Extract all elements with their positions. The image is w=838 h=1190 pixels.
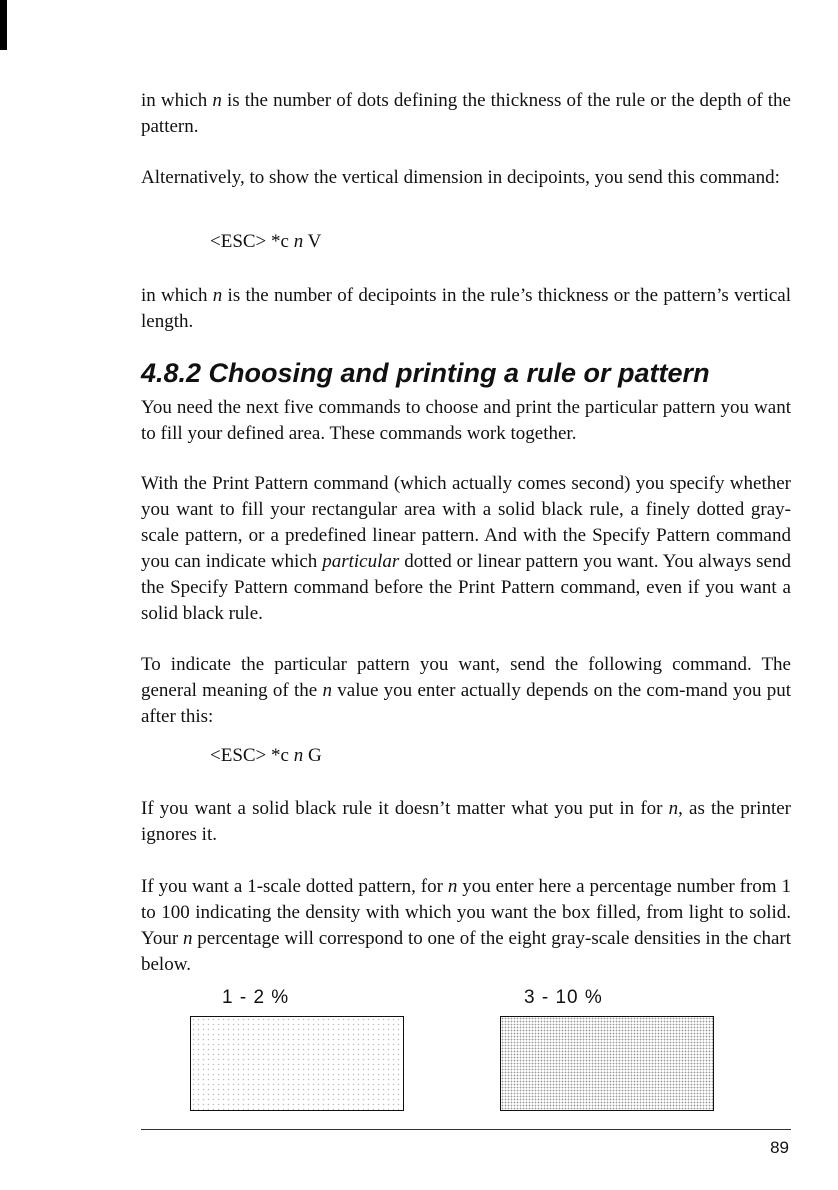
emphasis-particular: particular [322, 551, 400, 572]
text-run: in which [141, 90, 213, 111]
text-run: you enter here a percentage number from 1 to 100 indicating the density with which you want the box filled, from light to solid. Your [141, 876, 791, 949]
text-run: With the Print Pattern command (which actually comes second) you specify whether you want to fill your rectangular area with a solid black rule, a finely dotted gray-scale pattern, or a predefined linear pattern. And with the Specify Pattern command you can indicate which [141, 473, 791, 572]
text-run: value you enter actually depends on the com-mand you put after this: [141, 680, 791, 727]
variable-n: n [182, 928, 193, 949]
variable-n: n [293, 231, 304, 252]
text-run: is the number of decipoints in the rule’s thickness or the pattern’s vertical length. [141, 285, 791, 332]
variable-n: n [668, 798, 679, 819]
variable-n: n [212, 90, 222, 111]
paragraph-five-commands: You need the next five commands to choose and print the particular pattern you want to fill your defined area. These commands work together. [141, 397, 791, 444]
command-esc-c-n-v [210, 229, 321, 255]
gray-scale-sample-3-10-percent [500, 1016, 714, 1111]
page-edge-mark [0, 0, 7, 50]
gray-scale-sample-1-2-percent [190, 1016, 404, 1111]
text-run: , as the printer ignores it. [141, 798, 792, 845]
footer-rule [141, 1129, 791, 1130]
command-text: V [303, 231, 322, 252]
command-esc-c-n-g [210, 743, 322, 769]
text-run: If you want a 1-scale dotted pattern, for [141, 876, 448, 897]
sample-label-1-2-percent: 1 - 2 % [222, 987, 290, 1008]
text-run: If you want a solid black rule it doesn’t matter what you put in for [141, 798, 669, 819]
text-run: dotted or linear pattern you want. You always send the Specify Pattern command before the Print Pattern command, even if you want a solid black rule. [141, 551, 791, 624]
paragraph-dots-definition [141, 88, 791, 140]
section-heading: 4.8.2 Choosing and printing a rule or pattern [141, 358, 710, 388]
text-run: is the number of dots defining the thickness of the rule or the depth of the pattern. [141, 90, 791, 137]
variable-n: n [322, 680, 332, 701]
variable-n: n [447, 876, 458, 897]
paragraph-decipoints-definition [141, 283, 791, 335]
text-run: in which [141, 285, 213, 306]
paragraph-indicate-pattern [141, 652, 791, 730]
variable-n: n [293, 745, 304, 766]
command-text: <ESC> *c [210, 745, 294, 766]
command-text: G [303, 745, 322, 766]
text-run: To indicate the particular pattern you want, send the following command. The general meaning of the [141, 654, 791, 701]
text-run: percentage will correspond to one of the eight gray-scale densities in the chart below. [141, 928, 792, 975]
paragraph-print-pattern [141, 471, 791, 627]
command-text: <ESC> *c [210, 231, 294, 252]
sample-label-3-10-percent: 3 - 10 % [524, 987, 603, 1008]
page-number: 89 [770, 1138, 789, 1157]
variable-n: n [212, 285, 223, 306]
paragraph-dotted-pattern [141, 874, 791, 978]
paragraph-alternatively: Alternatively, to show the vertical dimension in decipoints, you send this command: [141, 167, 780, 188]
paragraph-solid-black-rule [141, 796, 791, 848]
